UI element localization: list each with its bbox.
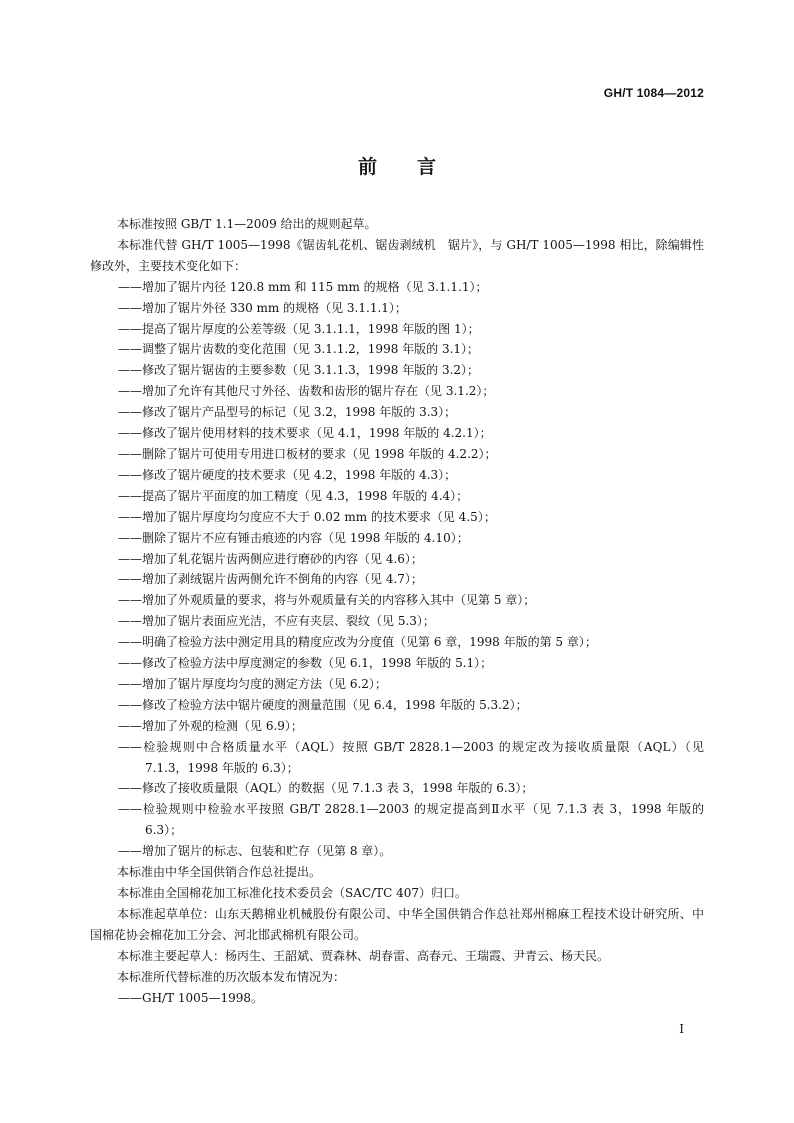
change-item: ——增加了允许有其他尺寸外径、齿数和齿形的锯片存在（见 3.1.2）； [118, 384, 495, 399]
change-item: ——检验规则中合格质量水平（AQL）按照 GB/T 2828.1—2003 的规定改为接收质量限（AQL）（见 7.1.3，1998 年版的 6.3）； [118, 739, 704, 775]
change-item: ——提高了锯片厚度的公差等级（见 3.1.1.1，1998 年版的图 1）； [118, 321, 480, 336]
change-item: ——增加了剥绒锯片齿两侧允许不倒角的内容（见 4.7）； [118, 572, 423, 587]
intro-paragraph: 本标准按照 GB/T 1.1—2009 给出的规则起草。 [117, 217, 377, 231]
change-item: ——删除了锯片不应有锤击痕迹的内容（见 1998 年版的 4.10）； [118, 530, 469, 545]
change-item: ——调整了锯片齿数的变化范围（见 3.1.1.2，1998 年版的 3.1）； [118, 342, 480, 357]
page-title [0, 152, 794, 179]
change-item: ——检验规则中检验水平按照 GB/T 2828.1—2003 的规定提高到Ⅱ水平（见 7.1.3 表 3，1998 年版的 6.3）； [118, 802, 704, 838]
closing-paragraph: 本标准主要起草人：杨丙生、王韶斌、贾森林、胡春雷、高春元、王瑞霞、尹青云、杨天民。 [117, 948, 610, 963]
change-item: ——修改了检验方法中锯片硬度的测量范围（见 6.4，1998 年版的 5.3.2）； [118, 697, 528, 712]
closing-paragraph: 本标准所代替标准的历次版本发布情况为： [117, 969, 346, 984]
change-item: ——修改了锯片使用材料的技术要求（见 4.1，1998 年版的 4.2.1）； [118, 426, 492, 441]
change-item: ——增加了锯片表面应光洁，不应有夹层、裂纹（见 5.3）； [118, 614, 435, 629]
intro-paragraph: 本标准代替 GH/T 1005—1998《锯齿轧花机、锯齿剥绒机 锯片》，与 GH/T 1005—1998 相比，除编辑性修改外，主要技术变化如下： [90, 237, 704, 273]
previous-version-item: ——GH/T 1005—1998。 [118, 990, 263, 1005]
standard-number: GH/T 1084—2012 [603, 86, 704, 100]
change-item: ——修改了检验方法中厚度测定的参数（见 6.1，1998 年版的 5.1）； [118, 656, 493, 671]
change-item: ——增加了锯片外径 330 mm 的规格（见 3.1.1.1）； [118, 300, 407, 315]
change-item: ——增加了轧花锯片齿两侧应进行磨砂的内容（见 4.6）； [118, 551, 423, 566]
change-item: ——修改了锯片产品型号的标记（见 3.2，1998 年版的 3.3）； [118, 405, 457, 420]
change-item: ——修改了锯片硬度的技术要求（见 4.2，1998 年版的 4.3）； [118, 467, 457, 482]
change-item: ——增加了锯片厚度均匀度的测定方法（见 6.2）； [118, 676, 387, 691]
change-item: ——提高了锯片平面度的加工精度（见 4.3，1998 年版的 4.4）； [118, 488, 469, 503]
change-item: ——明确了检验方法中测定用具的精度应改为分度值（见第 6 章，1998 年版的第 5 章）； [118, 635, 597, 650]
change-item: ——增加了锯片内径 120.8 mm 和 115 mm 的规格（见 3.1.1.1）； [118, 279, 488, 294]
change-item: ——增加了锯片厚度均匀度应不大于 0.02 mm 的技术要求（见 4.5）； [118, 509, 496, 524]
change-item: ——删除了锯片可使用专用进口板材的要求（见 1998 年版的 4.2.2）； [118, 446, 497, 461]
change-item: ——增加了锯片的标志、包装和贮存（见第 8 章）。 [118, 844, 392, 859]
title-char-1: 前 [357, 156, 377, 178]
closing-paragraph: 本标准起草单位：山东天鹅棉业机械股份有限公司、中华全国供销合作总社郑州棉麻工程技术设计研究所、中国棉花协会棉花加工分会、河北邯武棉机有限公司。 [90, 906, 704, 942]
page-number: I [679, 1022, 684, 1036]
foreword-body [90, 214, 704, 1008]
title-char-2: 言 [417, 156, 437, 178]
closing-paragraph: 本标准由全国棉花加工标准化技术委员会（SAC/TC 407）归口。 [117, 886, 468, 900]
change-item: ——修改了锯片锯齿的主要参数（见 3.1.1.3，1998 年版的 3.2）； [118, 363, 480, 378]
change-item: ——修改了接收质量限（AQL）的数据（见 7.1.3 表 3，1998 年版的 6.3）； [118, 781, 534, 796]
change-item: ——增加了外观质量的要求，将与外观质量有关的内容移入其中（见第 5 章）； [118, 593, 536, 608]
closing-paragraph: 本标准由中华全国供销合作总社提出。 [117, 865, 322, 880]
change-item: ——增加了外观的检测（见 6.9）； [118, 718, 303, 733]
